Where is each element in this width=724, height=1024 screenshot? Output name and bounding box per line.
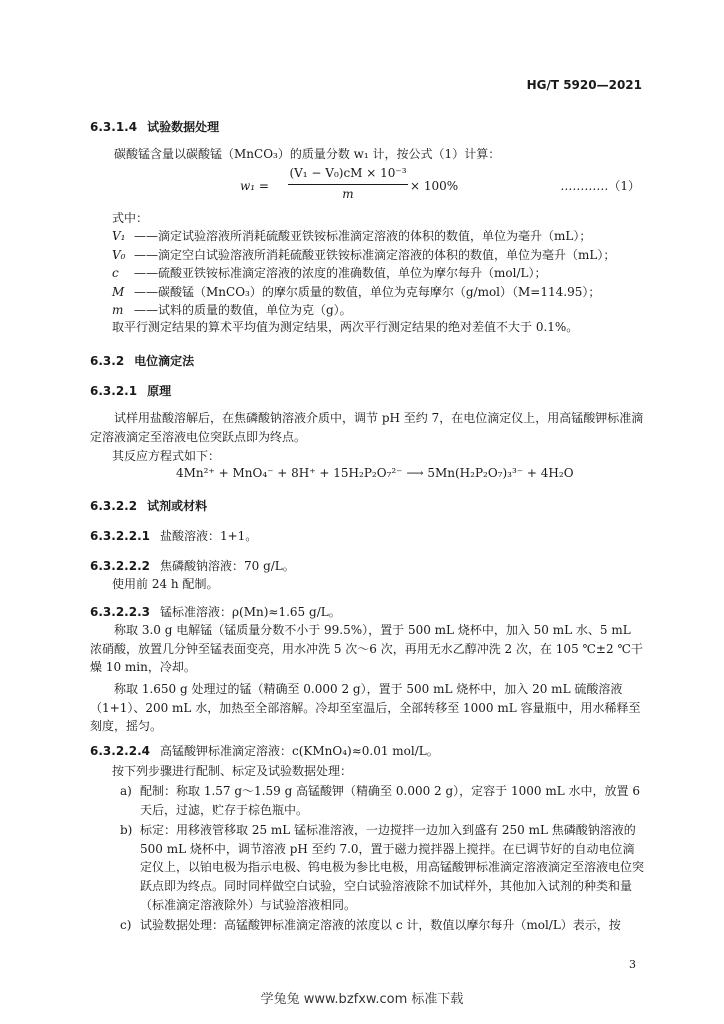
- section-number: 6.3.2.1: [90, 384, 138, 398]
- section-number: 6.3.1.4: [90, 120, 138, 134]
- formula-lhs: w₁ =: [240, 179, 269, 193]
- formula-1: [240, 164, 640, 206]
- site-footer: 学兔兔 www.bzfxw.com 标准下载: [260, 992, 464, 1007]
- reaction-equation: 4Mn²⁺ + MnO₄⁻ + 8H⁺ + 15H₂P₂O₇²⁻ ⟶ 5Mn(H₂P₂O₇)₃³⁻ + 4H₂O: [176, 466, 574, 480]
- variable-symbol: c: [112, 266, 119, 281]
- formula-tail: × 100%: [410, 179, 459, 193]
- variable-list: [112, 227, 646, 320]
- variable-row: [112, 283, 646, 302]
- variable-desc: ——滴定空白试验溶液所消耗硫酸亚铁铵标准滴定溶液的体积的数值，单位为毫升（mL）；: [134, 247, 616, 262]
- formula-fraction: [288, 164, 408, 203]
- section-6-3-2-2-heading: [90, 497, 646, 516]
- section-6-3-2-heading: [90, 352, 646, 371]
- formula-number: …………（1）: [560, 179, 640, 193]
- variable-row: [112, 227, 646, 246]
- variable-desc: ——硫酸亚铁铵标准滴定溶液的浓度的准确数值，单位为摩尔每升（mol/L）；: [134, 266, 547, 281]
- variable-symbol: V₁: [112, 229, 126, 243]
- list-marker: a): [120, 784, 132, 798]
- formula-numerator: (V₁ − V₀)cM × 10⁻³: [288, 164, 408, 185]
- variable-symbol: V₀: [112, 247, 126, 262]
- list-item: [112, 821, 646, 914]
- clause-text: 焦磷酸钠溶液：70 g/L。: [159, 559, 295, 573]
- list-item-text: 标定：用移液管移取 25 mL 锰标准溶液，一边搅拌一边加入到盛有 250 mL 焦磷酸钠溶液的 500 mL 烧杯中，调节溶液 pH 至约 7.0，置于磁力搅拌器上搅拌。在已调节好的自动电位滴定仪上，以铂电极为指示电极、钨电极为参比电极，用高锰酸钾标准滴定溶液滴定至溶液电位突跃点即为终点。同时同样做空白试验，空白试验溶液除不加试样外，其他加入试剂的种类和量（标准滴定溶液除外）与试验溶液相同。: [140, 823, 645, 912]
- clause-6-3-2-2-4: [90, 742, 646, 761]
- principle-text: 试样用盐酸溶解后，在焦磷酸钠溶液介质中，调节 pH 至约 7，在电位滴定仪上，用高锰酸钾标准滴定溶液滴定至溶液电位突跃点即为终点。: [90, 411, 644, 444]
- list-item: [112, 916, 646, 935]
- variable-desc: ——试料的质量的数值，单位为克（g）。: [134, 303, 352, 318]
- section-title: 电位滴定法: [134, 354, 195, 368]
- clause-note: 使用前 24 h 配制。: [112, 577, 219, 591]
- variable-row: [112, 264, 646, 283]
- variable-symbol: m: [112, 303, 124, 318]
- list-item: [112, 782, 646, 819]
- clause-number: 6.3.2.2.1: [90, 529, 150, 543]
- clause-number: 6.3.2.2.4: [90, 744, 150, 758]
- clause-text: 高锰酸钾标准滴定溶液：c(KMnO₄)≈0.01 mol/L。: [159, 744, 439, 758]
- steps-intro: 按下列步骤进行配制、标定及试验数据处理：: [112, 764, 353, 778]
- where-label: 式中：: [112, 211, 149, 225]
- clause-number: 6.3.2.2.3: [90, 605, 150, 619]
- section-6-3-2-1-heading: [90, 382, 646, 401]
- clause-6-3-2-2-3: [90, 603, 646, 622]
- section-title: 试验数据处理: [147, 120, 220, 134]
- list-item-text: 试验数据处理：高锰酸钾标准滴定溶液的浓度以 c 计，数值以摩尔每升（mol/L）表示，按: [140, 918, 621, 933]
- section-title: 试剂或材料: [147, 499, 208, 513]
- clause-text: 锰标准溶液：ρ(Mn)≈1.65 g/L。: [159, 605, 341, 619]
- section-title: 原理: [147, 384, 172, 398]
- clause-number: 6.3.2.2.2: [90, 559, 150, 573]
- mn-prep-paragraph-2: 称取 1.650 g 处理过的锰（精确至 0.000 2 g），置于 500 mL 烧杯中，加入 20 mL 硫酸溶液（1+1）、200 mL 水，加热至全部溶解。冷却至室温后，全部转移至 1000 mL 容量瓶中，用水稀释至刻度，摇匀。: [90, 682, 641, 734]
- list-item-text: 配制：称取 1.57 g～1.59 g 高锰酸钾（精确至 0.000 2 g），定容于 1000 mL 水中，放置 6 天后，过滤，贮存于棕色瓶中。: [140, 784, 640, 817]
- section-number: 6.3.2: [90, 354, 125, 368]
- mn-prep-paragraph-1: 称取 3.0 g 电解锰（锰质量分数不小于 99.5%），置于 500 mL 烧杯中，加入 50 mL 水、5 mL 浓硝酸，放置几分钟至锰表面变亮，用水冲洗 5 次～6 次，再用无水乙醇冲洗 2 次，在 105 ℃±2 ℃干燥 10 min，冷却。: [90, 623, 643, 675]
- section-6-3-1-4-heading: [90, 118, 646, 137]
- variable-row: [112, 246, 646, 265]
- page-number: 3: [629, 958, 636, 971]
- formula-denominator: m: [342, 186, 354, 201]
- list-marker: b): [120, 823, 133, 838]
- result-rule: 取平行测定结果的算术平均值为测定结果，两次平行测定结果的绝对差值不大于 0.1%。: [112, 320, 579, 334]
- clause-text: 盐酸溶液：1+1。: [159, 529, 258, 543]
- variable-symbol: M: [112, 284, 125, 299]
- steps-list: [112, 782, 646, 935]
- section-number: 6.3.2.2: [90, 499, 138, 513]
- variable-desc: ——滴定试验溶液所消耗硫酸亚铁铵标准滴定溶液的体积的数值，单位为毫升（mL）；: [134, 229, 592, 243]
- reaction-intro: 其反应方程式如下：: [112, 449, 221, 463]
- variable-desc: ——碳酸锰（MnCO₃）的摩尔质量的数值，单位为克每摩尔（g/mol）（M=114.95）；: [134, 284, 601, 299]
- list-marker: c): [120, 918, 132, 933]
- formula-intro: 碳酸锰含量以碳酸锰（MnCO₃）的质量分数 w₁ 计，按公式（1）计算：: [114, 147, 501, 161]
- clause-6-3-2-2-2: [90, 557, 646, 576]
- clause-6-3-2-2-1: [90, 527, 646, 546]
- standard-number: HG/T 5920—2021: [526, 78, 642, 92]
